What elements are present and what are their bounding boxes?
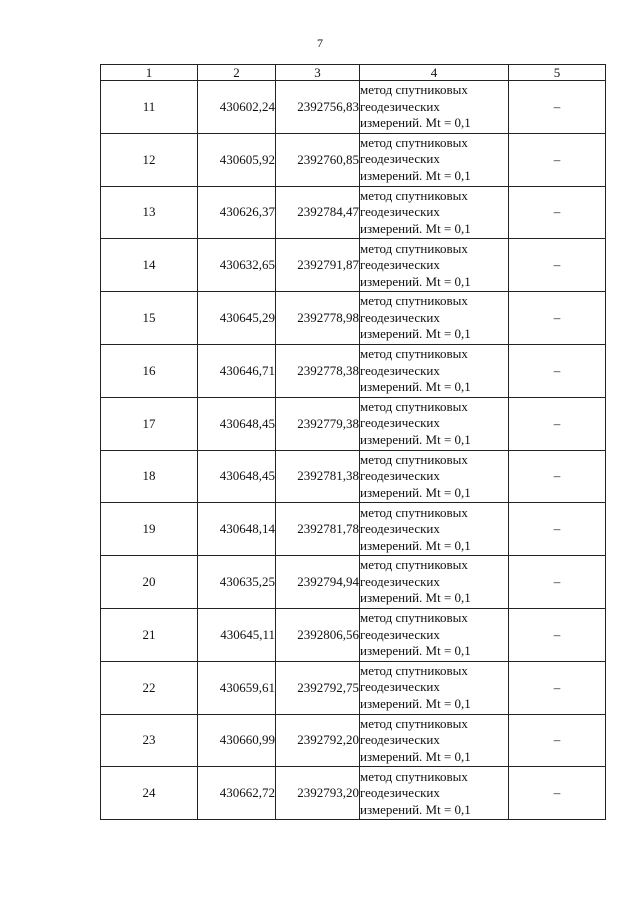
method-line: измерений. Mt = 0,1: [360, 484, 471, 500]
coordinate-y: 2392781,78: [276, 503, 360, 556]
point-number: 19: [101, 503, 198, 556]
method-line: геодезических: [360, 626, 440, 642]
method-line: геодезических: [360, 468, 440, 484]
point-note: –: [509, 81, 606, 134]
point-note: –: [509, 186, 606, 239]
coordinate-x: 430660,99: [198, 714, 276, 767]
coordinate-x: 430605,92: [198, 133, 276, 186]
point-note: –: [509, 397, 606, 450]
method-line: метод спутниковых: [360, 610, 468, 626]
method-description: [360, 133, 509, 186]
method-description: [360, 344, 509, 397]
point-note: –: [509, 714, 606, 767]
coordinate-y: 2392792,20: [276, 714, 360, 767]
method-line: метод спутниковых: [360, 82, 468, 98]
method-description: [360, 81, 509, 134]
point-note: –: [509, 344, 606, 397]
header-row: [101, 65, 606, 81]
method-line: геодезических: [360, 362, 440, 378]
point-note: –: [509, 239, 606, 292]
table-row: [101, 556, 606, 609]
coordinate-y: 2392779,38: [276, 397, 360, 450]
method-line: метод спутниковых: [360, 662, 468, 678]
coordinate-x: 430635,25: [198, 556, 276, 609]
coordinate-x: 430659,61: [198, 661, 276, 714]
method-line: геодезических: [360, 415, 440, 431]
coordinate-x: 430648,45: [198, 450, 276, 503]
method-line: геодезических: [360, 257, 440, 273]
header-col-3: 3: [276, 65, 360, 81]
point-number: 18: [101, 450, 198, 503]
method-line: метод спутниковых: [360, 451, 468, 467]
coordinate-y: 2392794,94: [276, 556, 360, 609]
method-line: геодезических: [360, 98, 440, 114]
method-line: измерений. Mt = 0,1: [360, 643, 471, 659]
method-line: геодезических: [360, 151, 440, 167]
table-row: [101, 503, 606, 556]
page-number: 7: [317, 36, 323, 50]
point-note: –: [509, 503, 606, 556]
point-number: 16: [101, 344, 198, 397]
point-number: 20: [101, 556, 198, 609]
method-description: [360, 239, 509, 292]
point-number: 14: [101, 239, 198, 292]
table-row: [101, 292, 606, 345]
coordinate-y: 2392760,85: [276, 133, 360, 186]
point-number: 12: [101, 133, 198, 186]
table-body: [101, 81, 606, 820]
point-number: 22: [101, 661, 198, 714]
coordinate-x: 430645,11: [198, 608, 276, 661]
header-col-5: 5: [509, 65, 606, 81]
method-line: метод спутниковых: [360, 293, 468, 309]
table-row: [101, 608, 606, 661]
coordinate-y: 2392793,20: [276, 767, 360, 820]
point-note: –: [509, 450, 606, 503]
point-note: –: [509, 292, 606, 345]
method-line: измерений. Mt = 0,1: [360, 590, 471, 606]
method-line: метод спутниковых: [360, 398, 468, 414]
method-line: метод спутниковых: [360, 240, 468, 256]
method-line: измерений. Mt = 0,1: [360, 115, 471, 131]
table-row: [101, 450, 606, 503]
method-description: [360, 292, 509, 345]
method-line: метод спутниковых: [360, 715, 468, 731]
header-col-1: 1: [101, 65, 198, 81]
table-row: [101, 397, 606, 450]
coordinate-x: 430602,24: [198, 81, 276, 134]
coordinate-y: 2392784,47: [276, 186, 360, 239]
method-description: [360, 397, 509, 450]
point-number: 17: [101, 397, 198, 450]
coordinate-y: 2392778,38: [276, 344, 360, 397]
method-line: геодезических: [360, 732, 440, 748]
table-row: [101, 239, 606, 292]
coordinate-x: 430626,37: [198, 186, 276, 239]
method-line: геодезических: [360, 521, 440, 537]
coordinate-y: 2392806,56: [276, 608, 360, 661]
method-line: геодезических: [360, 309, 440, 325]
point-number: 13: [101, 186, 198, 239]
point-note: –: [509, 608, 606, 661]
method-line: метод спутниковых: [360, 557, 468, 573]
method-line: измерений. Mt = 0,1: [360, 273, 471, 289]
method-description: [360, 186, 509, 239]
coordinate-x: 430646,71: [198, 344, 276, 397]
coordinate-x: 430632,65: [198, 239, 276, 292]
method-description: [360, 450, 509, 503]
table-row: [101, 661, 606, 714]
method-line: геодезических: [360, 204, 440, 220]
point-note: –: [509, 661, 606, 714]
point-number: 24: [101, 767, 198, 820]
table-row: [101, 81, 606, 134]
coordinate-x: 430662,72: [198, 767, 276, 820]
coordinate-y: 2392781,38: [276, 450, 360, 503]
method-line: измерений. Mt = 0,1: [360, 748, 471, 764]
method-description: [360, 503, 509, 556]
header-col-2: 2: [198, 65, 276, 81]
point-note: –: [509, 133, 606, 186]
method-description: [360, 714, 509, 767]
method-line: измерений. Mt = 0,1: [360, 537, 471, 553]
method-line: измерений. Mt = 0,1: [360, 431, 471, 447]
coordinate-x: 430648,45: [198, 397, 276, 450]
method-line: метод спутниковых: [360, 187, 468, 203]
point-number: 11: [101, 81, 198, 134]
point-number: 21: [101, 608, 198, 661]
table-row: [101, 133, 606, 186]
method-line: геодезических: [360, 785, 440, 800]
method-line: измерений. Mt = 0,1: [360, 167, 471, 183]
method-description: [360, 767, 509, 820]
point-note: –: [509, 556, 606, 609]
method-description: [360, 608, 509, 661]
coordinates-table: [100, 64, 606, 820]
method-line: метод спутниковых: [360, 346, 468, 362]
method-description: [360, 556, 509, 609]
method-line: измерений. Mt = 0,1: [360, 801, 471, 817]
method-line: метод спутниковых: [360, 504, 468, 520]
point-number: 15: [101, 292, 198, 345]
method-line: геодезических: [360, 679, 440, 695]
coordinate-y: 2392756,83: [276, 81, 360, 134]
coordinate-x: 430645,29: [198, 292, 276, 345]
method-line: измерений. Mt = 0,1: [360, 220, 471, 236]
method-description: [360, 661, 509, 714]
coordinate-y: 2392778,98: [276, 292, 360, 345]
point-note: –: [509, 767, 606, 820]
table-row: [101, 186, 606, 239]
table-row: [101, 344, 606, 397]
method-line: измерений. Mt = 0,1: [360, 326, 471, 342]
method-line: геодезических: [360, 573, 440, 589]
method-line: измерений. Mt = 0,1: [360, 695, 471, 711]
method-line: метод спутниковых: [360, 134, 468, 150]
table-header: [101, 65, 606, 81]
coordinate-y: 2392791,87: [276, 239, 360, 292]
method-line: метод спутниковых: [360, 768, 468, 784]
point-number: 23: [101, 714, 198, 767]
table-row: [101, 767, 606, 820]
method-line: измерений. Mt = 0,1: [360, 379, 471, 395]
coordinate-y: 2392792,75: [276, 661, 360, 714]
table-row: [101, 714, 606, 767]
coordinate-x: 430648,14: [198, 503, 276, 556]
header-col-4: 4: [360, 65, 509, 81]
